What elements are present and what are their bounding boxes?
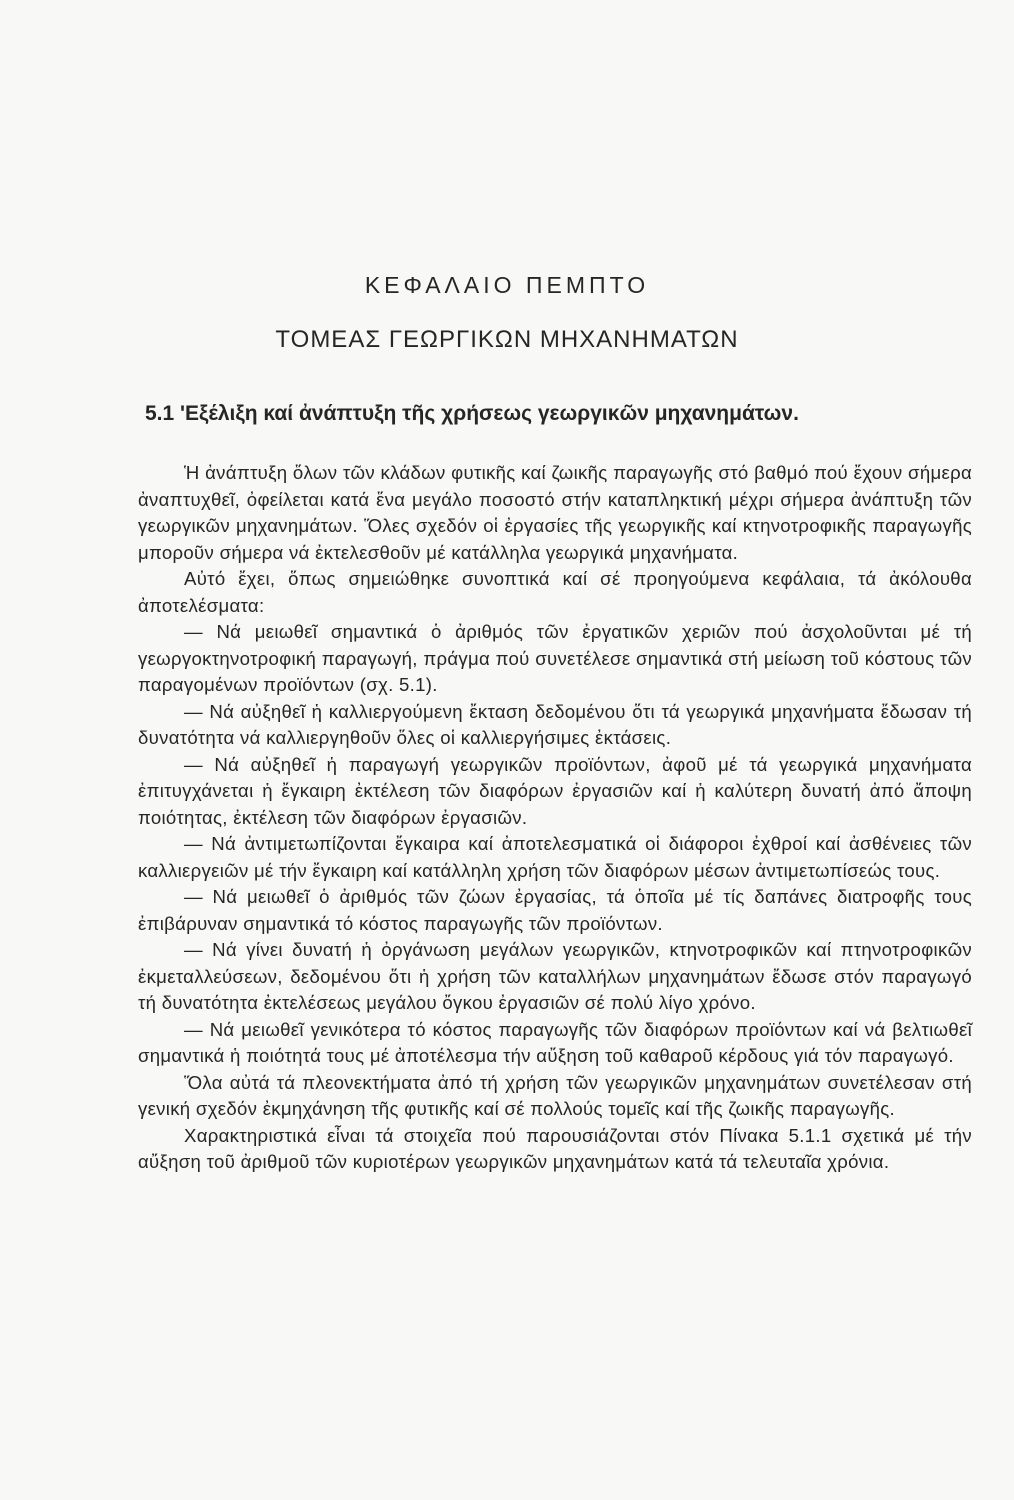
chapter-label: ΚΕΦΑΛΑΙΟ ΠΕΜΠΤΟ	[364, 272, 650, 298]
section-heading: 5.1 'Εξέλιξη καί ἀνάπτυξη τῆς χρήσεως γεωργικῶν μηχανημάτων.	[145, 402, 799, 425]
list-item-labor: — Νά μειωθεῖ σημαντικά ὁ ἀριθμός τῶν ἐργατικῶν χεριῶν πού ἀσχολοῦνται μέ τή γεωργοκτηνοτροφική παραγωγή, πράγμα πού συνετέλεσε σημαντικά στή μείωση τοῦ κόστους τῶν παραγομένων προϊόντων (σχ. 5.1).	[138, 621, 972, 695]
paragraph-advantages: Ὅλα αὐτά τά πλεονεκτήματα ἀπό τή χρήση τῶν γεωργικῶν μηχανημάτων συνετέλεσαν στή γενική σχεδόν ἐκμηχάνηση τῆς φυτικῆς καί σέ πολλούς τομεῖς καί τῆς ζωικῆς παραγωγῆς.	[138, 1071, 972, 1119]
paragraph-table-reference: Χαρακτηριστικά εἶναι τά στοιχεῖα πού παρουσιάζονται στόν Πίνακα 5.1.1 σχετικά μέ τήν αὔξηση τοῦ ἀριθμοῦ τῶν κυριοτέρων γεωργικῶν μηχανημάτων κατά τά τελευταῖα χρόνια.	[138, 1124, 972, 1172]
list-item-cost: — Νά μειωθεῖ γενικότερα τό κόστος παραγωγῆς τῶν διαφόρων προϊόντων καί νά βελτιωθεῖ σημαντικά ἡ ποιότητά τους μέ ἀποτέλεσμα τήν αὔξηση τοῦ καθαροῦ κέρδους γιά τόν παραγωγό.	[138, 1018, 972, 1066]
body-text	[138, 460, 972, 1176]
list-item-production: — Νά αὐξηθεῖ ἡ παραγωγή γεωργικῶν προϊόντων, ἀφοῦ μέ τά γεωργικά μηχανήματα ἐπιτυγχάνεται ἡ ἔγκαιρη ἐκτέλεση τῶν διαφόρων ἐργασιῶν καί ἡ καλύτερη δυνατή ἀπό ἄποψη ποιότητας, ἐκτέλεση τῶν διαφόρων ἐργασιῶν.	[138, 753, 972, 828]
list-item-area: — Νά αὐξηθεῖ ἡ καλλιεργούμενη ἔκταση δεδομένου ὅτι τά γεωργικά μηχανήματα ἔδωσαν τή δυνατότητα νά καλλιεργηθοῦν ὅλες οἱ καλλιεργήσιμες ἐκτάσεις.	[138, 700, 972, 748]
list-item-pests: — Νά ἀντιμετωπίζονται ἔγκαιρα καί ἀποτελεσματικά οἱ διάφοροι ἐχθροί καί ἀσθένειες τῶν καλλιεργειῶν μέ τήν ἔγκαιρη καί κατάλληλη χρήση τῶν διαφόρων μέσων ἀντιμετωπίσεώς τους.	[138, 833, 972, 881]
paragraph-intro: Ἡ ἀνάπτυξη ὅλων τῶν κλάδων φυτικῆς καί ζωικῆς παραγωγῆς στό βαθμό πού ἔχουν σήμερα ἀναπτυχθεῖ, ὀφείλεται κατά ἕνα μεγάλο ποσοστό στήν καταπληκτική μέχρι σήμερα ἀνάπτυξη τῶν γεωργικῶν μηχανημάτων. Ὅλες σχεδόν οἱ ἐργασίες τῆς γεωργικῆς καί κτηνοτροφικῆς παραγωγῆς μποροῦν σήμερα νά ἐκτελεσθοῦν μέ κατάλληλα γεωργικά μηχανήματα.	[138, 462, 972, 563]
list-item-large-farms: — Νά γίνει δυνατή ἡ ὀργάνωση μεγάλων γεωργικῶν, κτηνοτροφικῶν καί πτηνοτροφικῶν ἐκμεταλλεύσεων, δεδομένου ὅτι ἡ χρήση τῶν καταλλήλων μηχανημάτων ἔδωσε στόν παραγωγό τή δυνατότητα ἐκτελέσεως μεγάλου ὄγκου ἐργασιῶν σέ πολύ λίγο χρόνο.	[138, 939, 972, 1013]
list-item-work-animals: — Νά μειωθεῖ ὁ ἀριθμός τῶν ζώων ἐργασίας, τά ὁποῖα μέ τίς δαπάνες διατροφῆς τους ἐπιβάρυναν σημαντικά τό κόστος παραγωγῆς τῶν προϊόντων.	[138, 886, 972, 934]
paragraph-results-lead: Αὐτό ἔχει, ὅπως σημειώθηκε συνοπτικά καί σέ προηγούμενα κεφάλαια, τά ἀκόλουθα ἀποτελέσματα:	[138, 568, 972, 616]
chapter-title: ΤΟΜΕΑΣ ΓΕΩΡΓΙΚΩΝ ΜΗΧΑΝΗΜΑΤΩΝ	[275, 326, 739, 353]
